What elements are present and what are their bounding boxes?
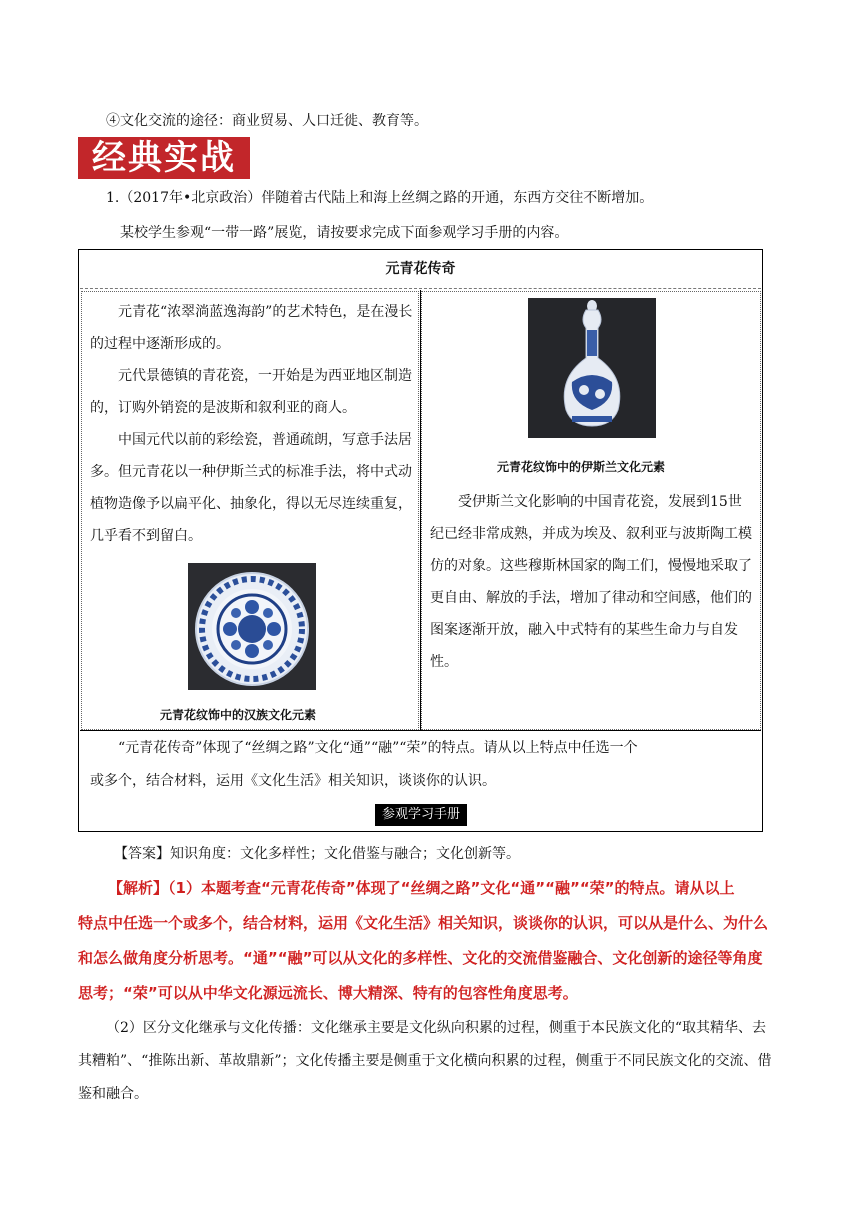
section-banner: 经典实战 [78,137,250,179]
analysis-line: （1）本题考查“元青花传奇”体现了“丝绸之路”文化“通”“融”“荣”的特点。请从以上 [168,879,735,897]
intro-line: ④文化交流的途径：商业贸易、人口迁徙、教育等。 [106,113,428,129]
paragraph-2 [78,1012,778,1111]
right-caption: 元青花纹饰中的伊斯兰文化元素 [497,460,666,474]
right-text [430,486,755,678]
left-caption: 元青花纹饰中的汉族文化元素 [160,708,317,722]
question-line-2: 某校学生参观“一带一路”展览，请按要求完成下面参观学习手册的内容。 [120,225,569,241]
analysis-line: 思考；“荣”可以从中华文化源远流长、博大精深、特有的包容性角度思考。 [78,984,578,1002]
paragraph-2-text: （2）区分文化继承与文化传播：文化继承主要是文化纵向积累的过程，侧重于本民族文化的“取其精华、去其糟粕”、“推陈出新、革故鼎新”；文化传播主要是侧重于文化横向积累的过程，侧重于不同民族文化的交流、借鉴和融合。 [78,1020,772,1102]
divider [80,730,761,731]
handbook-label: 参观学习手册 [375,804,467,826]
left-paragraph: 元青花“浓翠淌蓝逸海韵”的艺术特色，是在漫长的过程中逐渐形成的。 [90,304,413,352]
vase-image [528,298,656,438]
prompt-line-1: “元青花传奇”体现了“丝绸之路”文化“通”“融”“荣”的特点。请从以上特点中任选一个 [118,740,638,756]
left-paragraph: 中国元代以前的彩绘瓷，普通疏朗，写意手法居多。但元青花以一种伊斯兰式的标准手法，将中式动植物造像予以扁平化、抽象化，得以无尽连续重复，几乎看不到留白。 [90,432,412,544]
left-text [90,296,415,552]
table-title: 元青花传奇 [385,261,456,277]
right-paragraph: 受伊斯兰文化影响的中国青花瓷，发展到15世纪已经非常成熟，并成为埃及、叙利亚与波斯陶工模仿的对象。这些穆斯林国家的陶工们，慢慢地采取了更自由、解放的手法，增加了律动和空间感，他们的图案逐渐开放，融入中式特有的某些生命力与自发性。 [430,494,752,670]
prompt-line-2: 或多个，结合材料，运用《文化生活》相关知识，谈谈你的认识。 [90,773,496,789]
divider [80,288,761,289]
column-divider [420,290,421,730]
blue-white-plate-icon [188,563,316,690]
question-line-1: 1.（2017年•北京政治）伴随着古代陆上和海上丝绸之路的开通，东西方交往不断增加。 [106,190,654,206]
analysis-block [78,871,778,1011]
analysis-tag: 【解析】 [108,879,169,897]
blue-white-vase-icon [528,298,656,438]
left-paragraph: 元代景德镇的青花瓷，一开始是为西亚地区制造的，订购外销瓷的是波斯和叙利亚的商人。 [90,368,412,416]
answer-line: 【答案】知识角度：文化多样性；文化借鉴与融合；文化创新等。 [114,846,520,862]
plate-image [188,563,316,690]
analysis-line: 特点中任选一个或多个，结合材料，运用《文化生活》相关知识，谈谈你的认识，可以从是什么、为什么 [78,914,769,932]
analysis-line: 和怎么做角度分析思考。“通”“融”可以从文化的多样性、文化的交流借鉴融合、文化创新的途径等角度 [78,949,763,967]
